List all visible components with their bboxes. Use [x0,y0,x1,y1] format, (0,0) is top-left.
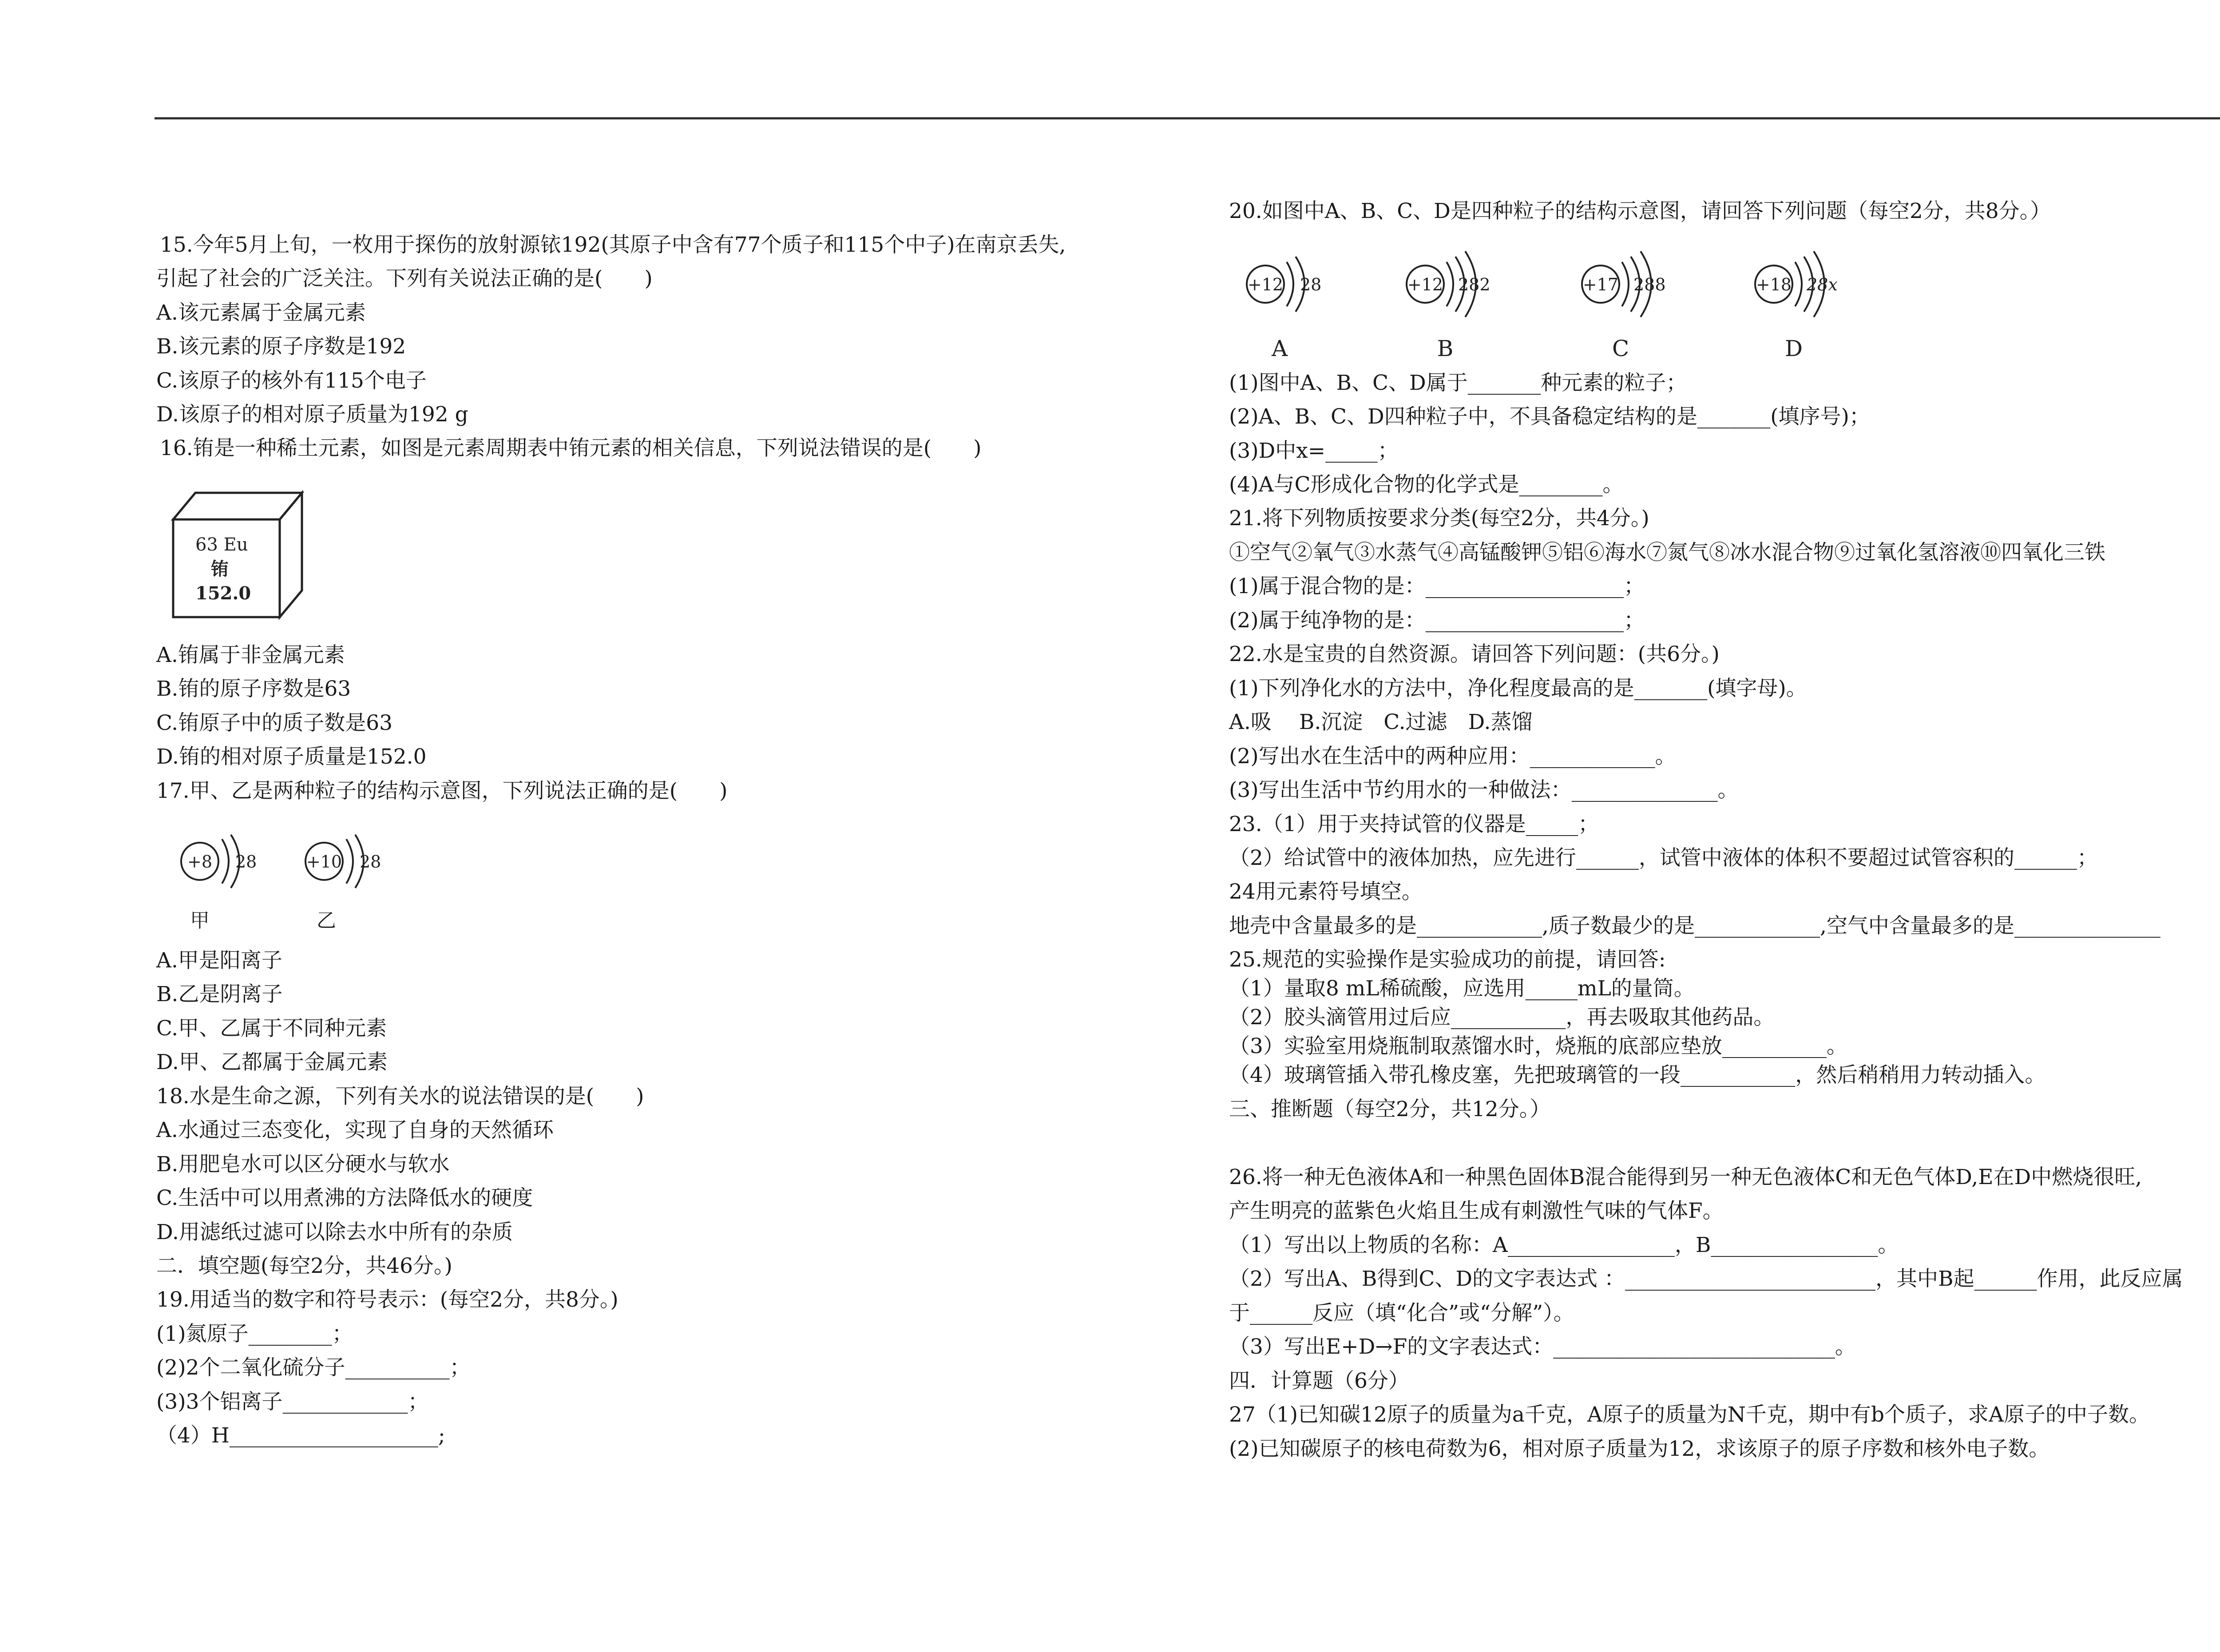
q26-item-2-cont: 于______反应（填“化合”或“分解”）。 [1229,1301,1574,1325]
q20-label-b: B [1437,336,1454,361]
q26-item-1: （1）写出以上物质的名称：A________________，B________________。 [1229,1233,1899,1257]
q16-option-a: A.铕属于非金属元素 [156,643,345,667]
q24-line: 地壳中含量最多的是____________,质子数最少的是____________,空气中含量最多的是______________ [1229,914,2161,938]
q15-option-c: C.该原子的核外有115个电子 [156,368,427,393]
q25-item-1: （1）量取8 mL稀硫酸，应选用_____mL的量筒。 [1229,976,1695,1001]
q16-option-c: C.铕原子中的质子数是63 [156,711,393,735]
q20-atom-diagrams [1239,244,1860,364]
svg-text:+10: +10 [306,852,342,872]
atom-diagram-jia [181,835,257,932]
q26-line-2: 产生明亮的蓝紫色火焰且生成有刺激性气味的气体F。 [1229,1199,1724,1223]
q22-choices: A.吸 B.沉淀 C.过滤 D.蒸馏 [1229,710,1533,734]
q25-item-4: （4）玻璃管插入带孔橡皮塞，先把玻璃管的一段___________，然后稍稍用力转动插入。 [1229,1063,2046,1087]
q19-item-3: (3)3个铝离子____________； [156,1390,429,1414]
q16-option-d: D.铕的相对原子质量是152.0 [156,745,427,769]
q23-item-1: 23.（1）用于夹持试管的仪器是_____； [1229,812,1599,836]
svg-text:28x: 28x [1807,275,1838,294]
q19-item-2: (2)2个二氧化硫分子__________； [156,1355,471,1380]
q25-item-3: （3）实验室用烧瓶制取蒸馏水时，烧瓶的底部应垫放__________。 [1229,1034,1847,1058]
svg-text:288: 288 [1633,275,1666,294]
q19-stem: 19.用适当的数字和符号表示：(每空2分，共8分。) [156,1288,618,1312]
q26-item-3: （3）写出E+D→F的文字表达式：___________________________。 [1229,1335,1856,1359]
q27-line-1: 27（1)已知碳12原子的质量为a千克，A原子的质量为N千克，期中有b个质子，求A原子的中子数。 [1229,1402,2150,1427]
svg-text:28: 28 [235,852,257,872]
q25-stem: 25.规范的实验操作是实验成功的前提，请回答: [1229,947,1666,972]
tile-atomic-mass: 152.0 [195,583,251,604]
q18-option-d: D.用滤纸过滤可以除去水中所有的杂质 [156,1220,513,1244]
q18-option-c: C.生活中可以用煮沸的方法降低水的硬度 [156,1186,533,1210]
q15-option-b: B.该元素的原子序数是192 [156,334,406,359]
tile-number-symbol: 63 Eu [195,535,248,555]
q16-option-b: B.铕的原子序数是63 [156,677,351,701]
q22-item-2: (2)写出水在生活中的两种应用：____________。 [1229,744,1676,769]
q17-option-c: C.甲、乙属于不同种元素 [156,1016,387,1041]
atom-diagram-d [1755,251,1838,361]
q27-line-2: (2)已知碳原子的核电荷数为6，相对原子质量为12，求该原子的原子序数和核外电子数。 [1229,1437,2050,1461]
q17-option-b: B.乙是阴离子 [156,982,283,1006]
q24-stem: 24用元素符号填空。 [1229,879,1423,904]
q19-item-4: （4）H____________________; [156,1423,445,1448]
q15-stem-line2: 引起了社会的广泛关注。下列有关说法正确的是( ) [156,266,653,291]
q21-substance-list: ①空气②氧气③水蒸气④高锰酸钾⑤铝⑥海水⑦氮气⑧冰水混合物⑨过氧化氢溶液⑩四氧化三铁 [1229,540,2105,565]
svg-text:+8: +8 [187,852,213,872]
svg-text:28: 28 [1300,275,1322,294]
svg-text:28: 28 [360,852,381,872]
q22-item-3: (3)写出生活中节约用水的一种做法：______________。 [1229,778,1739,802]
atom-diagram-c [1582,251,1666,361]
q16-stem: 16.铕是一种稀土元素，如图是元素周期表中铕元素的相关信息，下列说法错误的是( ) [160,436,982,460]
tile-element-name: 铕 [211,559,229,579]
section-fill-in-heading: 二．填空题(每空2分，共46分。) [156,1254,452,1278]
q25-item-2: （2）胶头滴管用过后应___________，再去吸取其他药品。 [1229,1005,1775,1030]
q21-item-2: (2)属于纯净物的是：___________________； [1229,608,1645,633]
q20-label-c: C [1612,336,1629,361]
atom-diagram-b [1407,251,1491,361]
q20-item-1: (1)图中A、B、C、D属于_______种元素的粒子； [1229,371,1687,395]
svg-text:+17: +17 [1582,275,1619,294]
q20-item-2: (2)A、B、C、D四种粒子中，不具备稳定结构的是_______(填序号)； [1229,404,1870,429]
q26-line-1: 26.将一种无色液体A和一种黑色固体B混合能得到另一种无色液体C和无色气体D,E在D中燃烧很旺, [1229,1165,2142,1189]
q19-item-1: (1)氮原子________； [156,1322,353,1346]
q17-stem: 17.甲、乙是两种粒子的结构示意图，下列说法正确的是( ) [156,779,728,803]
section-calc-heading: 四．计算题（6分） [1229,1369,1409,1393]
q18-option-b: B.用肥皂水可以区分硬水与软水 [156,1152,450,1177]
q18-option-a: A.水通过三态变化，实现了自身的天然循环 [156,1118,554,1142]
svg-text:+12: +12 [1407,275,1443,294]
q20-stem: 20.如图中A、B、C、D是四种粒子的结构示意图，请回答下列问题（每空2分，共8分。） [1229,199,2051,223]
q21-item-1: (1)属于混合物的是：___________________； [1229,574,1645,598]
atom-diagram-yi [305,835,381,932]
svg-text:+18: +18 [1756,275,1792,294]
q15-option-a: A.该元素属于金属元素 [156,301,366,325]
q26-item-2: （2）写出A、B得到C、D的文字表达式 ：________________________，其中B起______作用，此反应属 [1229,1267,2183,1291]
q17-option-a: A.甲是阳离子 [156,948,282,973]
element-tile-figure [169,488,315,622]
q15-stem-line1: 15.今年5月上旬，一枚用于探伤的放射源铱192(其原子中含有77个质子和115个中子)在南京丢失, [160,233,1066,257]
q17-label-yi: 乙 [317,909,336,932]
q20-label-d: D [1784,336,1803,361]
svg-text:282: 282 [1458,275,1491,294]
q22-item-1: (1)下列净化水的方法中，净化程度最高的是_______(填字母)。 [1229,676,1807,701]
header-rule [155,117,2220,119]
q22-stem: 22.水是宝贵的自然资源。请回答下列问题：(共6分。) [1229,642,1720,666]
q20-item-3: (3)D中x=_____； [1229,439,1399,463]
q17-option-d: D.甲、乙都属于金属元素 [156,1050,388,1074]
q18-stem: 18.水是生命之源，下列有关水的说法错误的是( ) [156,1084,644,1109]
q21-stem: 21.将下列物质按要求分类(每空2分，共4分。) [1229,506,1649,531]
q20-label-a: A [1271,336,1288,361]
q23-item-2: （2）给试管中的液体加热，应先进行______，试管中液体的体积不要超过试管容积的______； [1229,846,2098,870]
svg-text:+12: +12 [1247,275,1284,294]
q15-option-d: D.该原子的相对原子质量为192 g [156,402,468,427]
section-inference-heading: 三、推断题（每空2分，共12分。） [1229,1097,1551,1121]
atom-diagram-a [1247,257,1321,361]
q17-atom-diagrams [169,830,400,932]
q17-label-jia: 甲 [190,909,210,932]
q20-item-4: (4)A与C形成化合物的化学式是________。 [1229,472,1624,497]
